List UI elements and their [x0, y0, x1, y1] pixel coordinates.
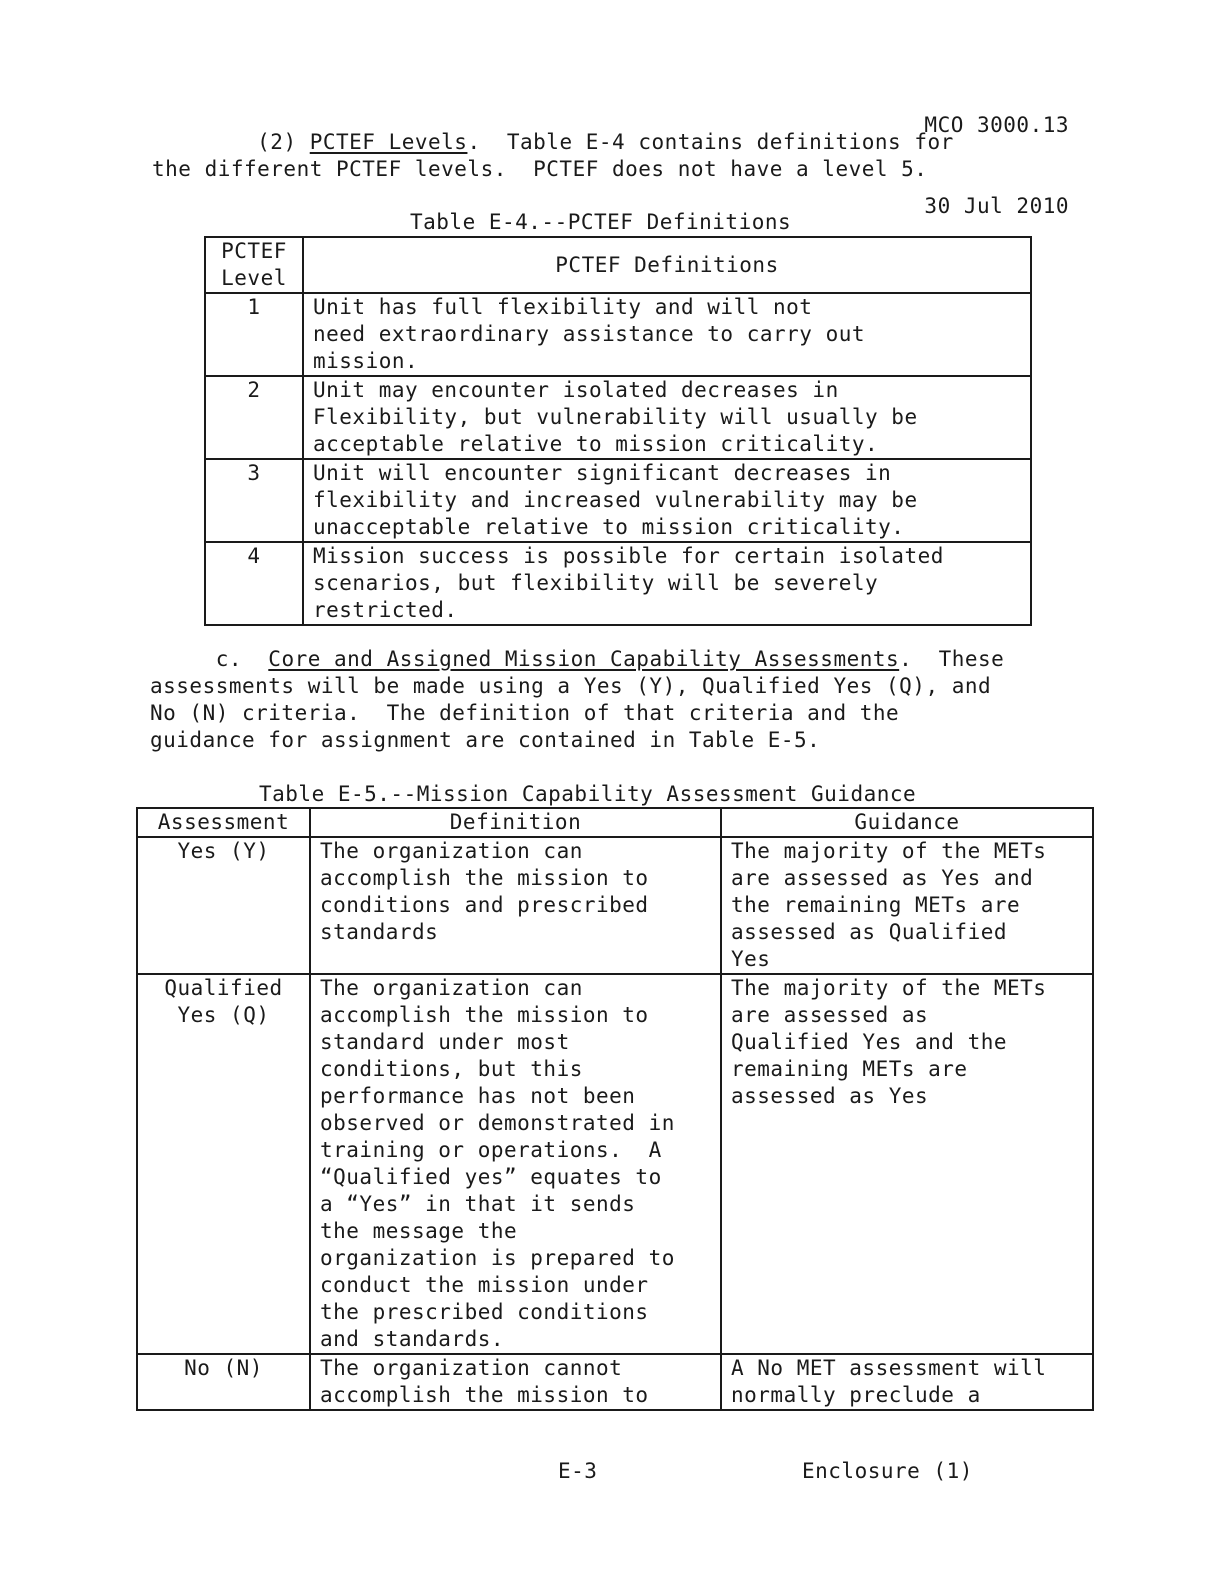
table-row — [205, 293, 1031, 376]
table-row — [205, 459, 1031, 542]
section-c-line-3: No (N) criteria. The definition of that criteria and the — [150, 701, 900, 725]
pctef-definition: Unit may encounter isolated decreases in Flexibility, but vulnerability will usually be acceptable relative to mission criticality. — [303, 376, 1031, 459]
section-2-line1-rest: . Table E-4 contains definitions for — [467, 130, 954, 154]
section-2-line-1 — [152, 130, 954, 154]
section-2-prefix: (2) — [257, 130, 310, 154]
table-e5-caption: Table E-5.--Mission Capability Assessment Guidance — [259, 782, 917, 806]
table-e5 — [136, 807, 1094, 1411]
section-c-title: Core and Assigned Mission Capability Assessments — [268, 647, 900, 671]
order-date: 30 Jul 2010 — [924, 194, 1069, 218]
section-c-line1-rest: . These — [899, 647, 1005, 671]
pctef-level: 2 — [205, 376, 303, 459]
pctef-level: 1 — [205, 293, 303, 376]
table-e5-header-row — [137, 808, 1093, 837]
section-2-line-2: the different PCTEF levels. PCTEF does not have a level 5. — [152, 157, 928, 181]
section-c-line-4: guidance for assignment are contained in Table E-5. — [150, 728, 821, 752]
table-e4-header-definitions: PCTEF Definitions — [303, 237, 1031, 293]
section-2-title: PCTEF Levels — [309, 130, 468, 154]
definition-cell: The organization can accomplish the mission to conditions and prescribed standards — [310, 837, 721, 974]
table-e5-header-assessment: Assessment — [137, 808, 310, 837]
table-row — [137, 1354, 1093, 1410]
assessment-cell: Yes (Y) — [137, 837, 310, 974]
section-2-paragraph — [152, 129, 954, 183]
table-e4-caption: Table E-4.--PCTEF Definitions — [410, 210, 792, 234]
table-e4-header-level: PCTEF Level — [205, 237, 303, 293]
guidance-cell: The majority of the METs are assessed as Yes and the remaining METs are assessed as Qualified Yes — [721, 837, 1093, 974]
definition-cell: The organization can accomplish the mission to standard under most conditions, but this performance has not been observed or demonstrated in training or operations. A “Qualified yes” equates to a “Yes” in that it sends the message the organization is prepared to conduct the mission under the prescribed conditions and standards. — [310, 974, 721, 1354]
guidance-cell: The majority of the METs are assessed as Qualified Yes and the remaining METs are assessed as Yes — [721, 974, 1093, 1354]
order-number: MCO 3000.13 — [924, 113, 1069, 137]
pctef-definition: Unit will encounter significant decreases in flexibility and increased vulnerability may be unacceptable relative to mission criticality. — [303, 459, 1031, 542]
pctef-level: 3 — [205, 459, 303, 542]
page-number: E-3 — [558, 1459, 598, 1483]
section-c-line-1 — [150, 647, 1004, 671]
pctef-definition: Unit has full flexibility and will not need extraordinary assistance to carry out mission. — [303, 293, 1031, 376]
pctef-level: 4 — [205, 542, 303, 625]
table-e5-header-definition: Definition — [310, 808, 721, 837]
enclosure-label: Enclosure (1) — [802, 1459, 973, 1483]
table-row — [137, 837, 1093, 974]
section-c-paragraph — [150, 646, 1004, 754]
table-e4-header-row — [205, 237, 1031, 293]
table-row — [205, 542, 1031, 625]
assessment-cell: No (N) — [137, 1354, 310, 1410]
guidance-cell: A No MET assessment will normally preclude a — [721, 1354, 1093, 1410]
definition-cell: The organization cannot accomplish the mission to — [310, 1354, 721, 1410]
section-c-line-2: assessments will be made using a Yes (Y), Qualified Yes (Q), and — [150, 674, 992, 698]
pctef-definition: Mission success is possible for certain isolated scenarios, but flexibility will be severely restricted. — [303, 542, 1031, 625]
section-c-prefix: c. — [215, 647, 269, 671]
table-e4 — [204, 236, 1032, 626]
table-row — [137, 974, 1093, 1354]
table-e5-header-guidance: Guidance — [721, 808, 1093, 837]
table-row — [205, 376, 1031, 459]
assessment-cell: Qualified Yes (Q) — [137, 974, 310, 1354]
